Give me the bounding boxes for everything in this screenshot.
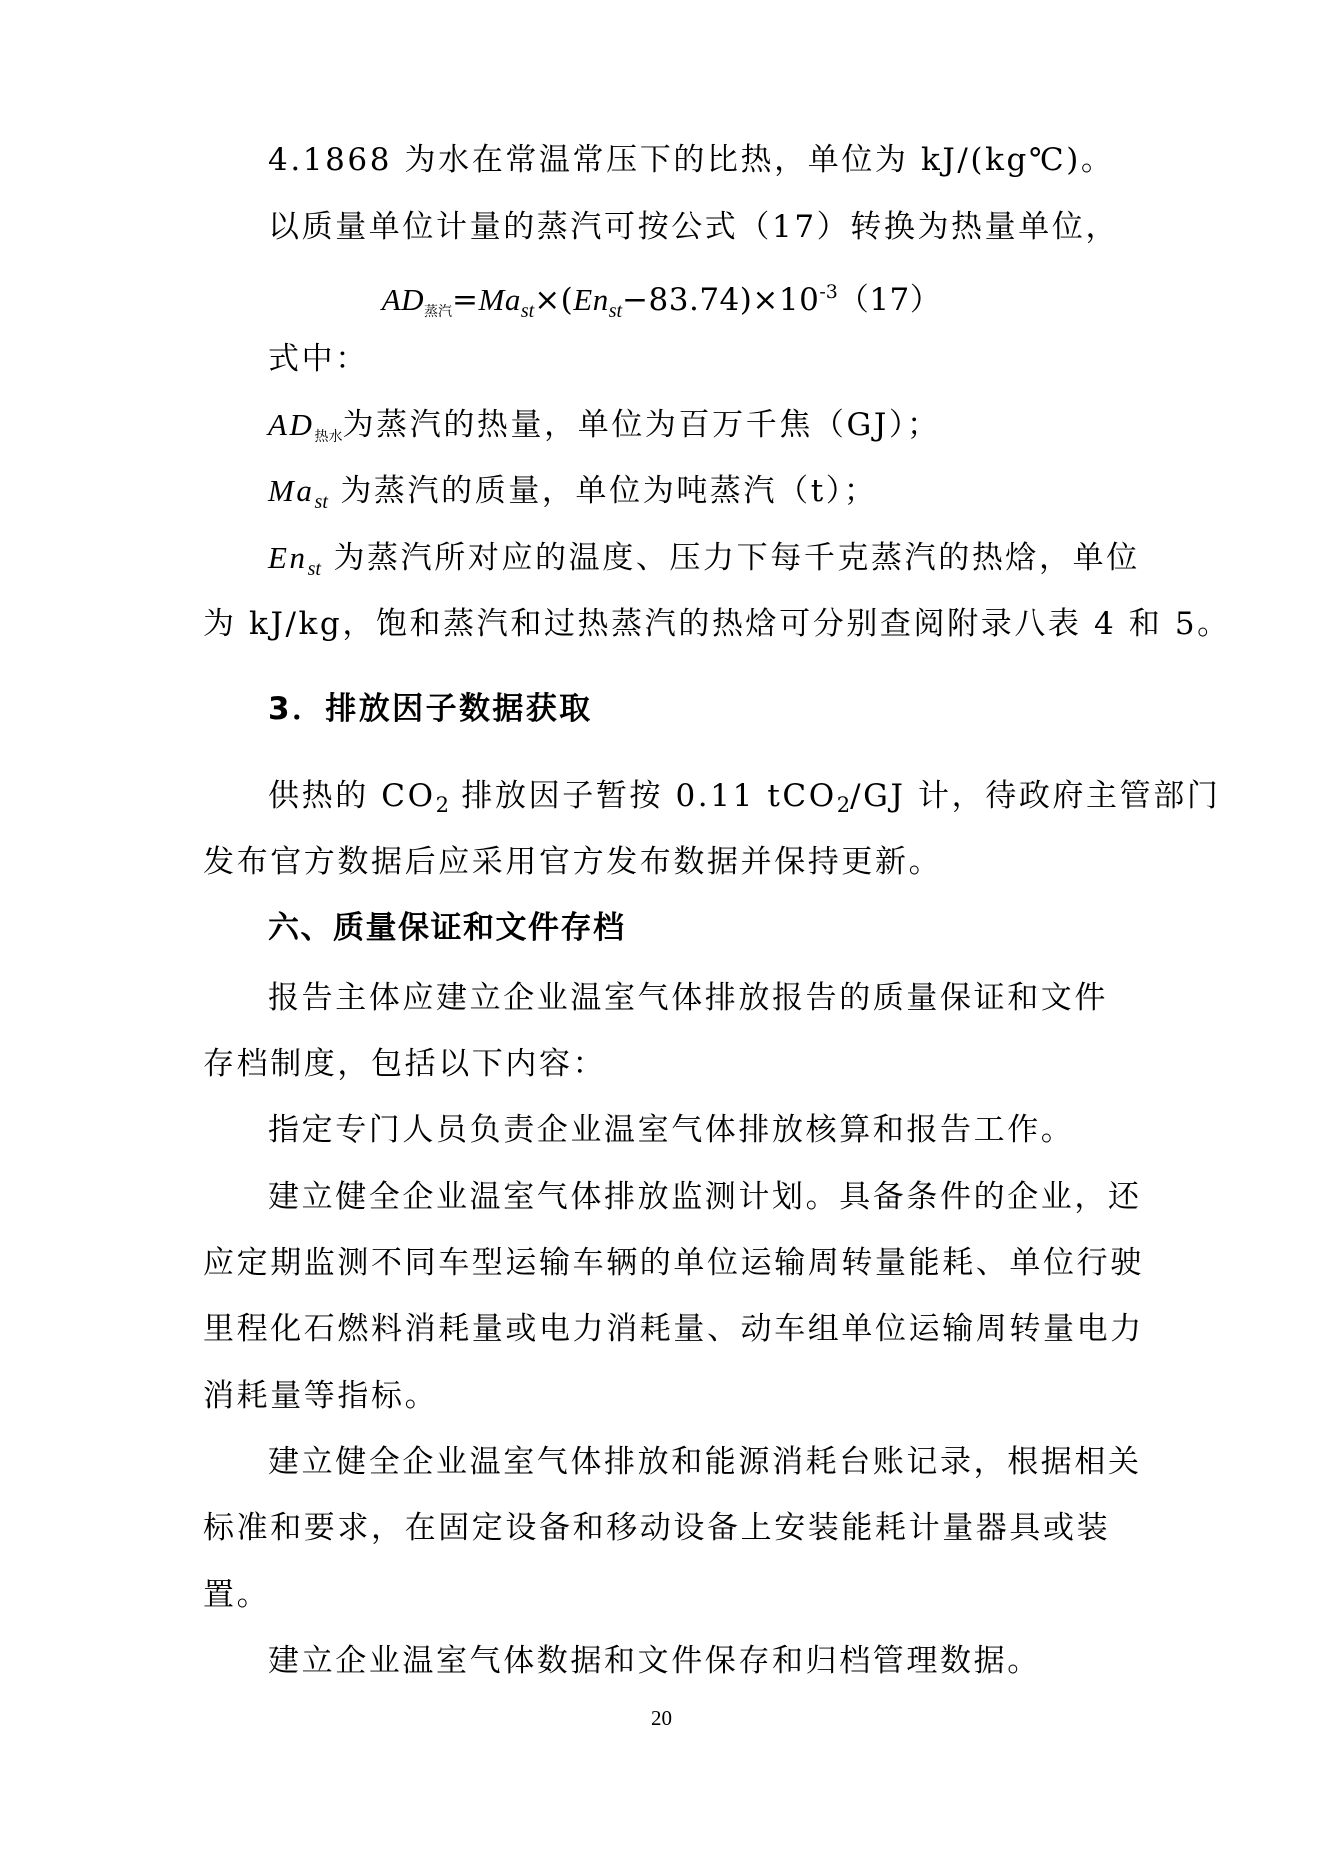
line-where: 式中：: [268, 341, 369, 377]
ef-sub-2: 2: [836, 793, 851, 817]
def-enst-sub: st: [307, 558, 321, 580]
heading-emission-factor: 3．排放因子数据获取: [268, 691, 593, 727]
para4-line1: 建立健全企业温室气体排放和能源消耗台账记录，根据相关: [268, 1444, 1142, 1480]
eq-ad-sub: 蒸汽: [424, 304, 453, 320]
para2-line1: 指定专门人员负责企业温室气体排放核算和报告工作。: [268, 1112, 1075, 1148]
eq-mul: ×(: [534, 282, 574, 318]
para1-line1: 报告主体应建立企业温室气体排放报告的质量保证和文件: [268, 980, 1108, 1016]
eq-ad: AD: [381, 282, 425, 317]
para5-line1: 建立企业温室气体数据和文件保存和归档管理数据。: [268, 1643, 1041, 1679]
para3-line4: 消耗量等指标。: [203, 1378, 439, 1414]
line-emission-factor: [268, 774, 1221, 827]
def-enst-text: 为蒸汽所对应的温度、压力下每千克蒸汽的热焓，单位: [320, 540, 1140, 576]
def-mast-sub: st: [314, 491, 328, 513]
def-ad: [268, 403, 1188, 459]
eq-st1: st: [520, 300, 535, 322]
eq-minus: −83.74)×10: [622, 282, 820, 318]
def-mast-var: Ma: [268, 473, 315, 508]
def-enst-cont: 为 kJ/kg，饱和蒸汽和过热蒸汽的热焓可分别查阅附录八表 4 和 5。: [203, 606, 1231, 642]
eq-en: En: [573, 282, 609, 317]
equation-17: [0, 270, 1323, 334]
eq-number: （17）: [837, 282, 942, 318]
page-number: 20: [651, 1706, 672, 1730]
para3-line1: 建立健全企业温室气体排放监测计划。具备条件的企业，还: [268, 1179, 1142, 1215]
eq-equals: =: [452, 282, 479, 318]
para3-line2: 应定期监测不同车型运输车辆的单位运输周转量能耗、单位行驶: [203, 1245, 1144, 1281]
eq-exp: -3: [819, 281, 838, 303]
def-mast: [268, 469, 1188, 524]
para1-line2: 存档制度，包括以下内容：: [203, 1046, 607, 1082]
heading-quality-assurance: 六、质量保证和文件存档: [268, 910, 626, 946]
ef-sub-1: 2: [435, 793, 449, 817]
para4-line2: 标准和要求，在固定设备和移动设备上安装能耗计量器具或装: [203, 1510, 1111, 1546]
def-ad-sub: 热水: [314, 429, 343, 445]
line-steam-conversion: 以质量单位计量的蒸汽可按公式（17）转换为热量单位，: [268, 209, 1120, 245]
para4-line3: 置。: [203, 1577, 271, 1613]
ef-text-a: 供热的 CO: [268, 778, 436, 814]
ef-text-b: 排放因子暂按 0.11 tCO: [448, 778, 837, 814]
line-emission-factor-cont: 发布官方数据后应采用官方发布数据并保持更新。: [203, 844, 943, 880]
def-enst: [268, 536, 1188, 591]
def-enst-var: En: [268, 540, 308, 575]
eq-ma: Ma: [478, 282, 521, 317]
def-ad-text: 为蒸汽的热量，单位为百万千焦（GJ）；: [342, 407, 941, 443]
line-specific-heat: 4.1868 为水在常温常压下的比热，单位为 kJ/(kg℃)。: [268, 142, 1115, 178]
ef-text-c: /GJ 计，待政府主管部门: [850, 778, 1221, 814]
para3-line3: 里程化石燃料消耗量或电力消耗量、动车组单位运输周转量电力: [203, 1311, 1144, 1347]
def-mast-text: 为蒸汽的质量，单位为吨蒸汽（t）；: [327, 473, 878, 509]
eq-st2: st: [608, 300, 623, 322]
def-ad-var: AD: [268, 407, 315, 442]
